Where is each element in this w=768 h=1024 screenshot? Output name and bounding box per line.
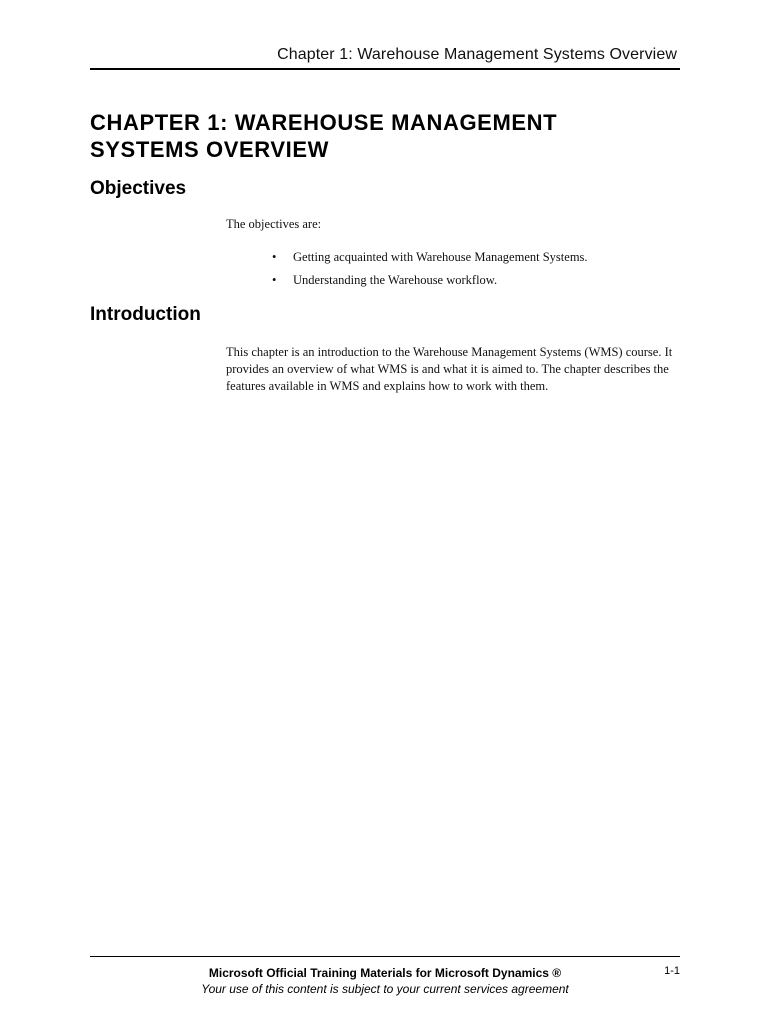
list-item (272, 249, 692, 266)
objectives-list (272, 249, 692, 295)
objective-text: Getting acquainted with Warehouse Management Systems. (293, 250, 588, 264)
list-item (272, 272, 692, 289)
footer-rule (90, 956, 680, 957)
footer-title: Microsoft Official Training Materials for Microsoft Dynamics ® (208, 966, 562, 980)
objectives-intro: The objectives are: (226, 217, 322, 231)
header-rule (90, 68, 680, 70)
page-number: 1-1 (664, 965, 680, 977)
footer-note: Your use of this content is subject to your current services agreement (201, 982, 569, 996)
introduction-heading: Introduction (90, 304, 201, 325)
bullet-icon: • (272, 250, 277, 264)
objective-text: Understanding the Warehouse workflow. (293, 273, 498, 287)
introduction-paragraph: This chapter is an introduction to the Warehouse Management Systems (WMS) course. It provides an overview of what WMS is and what it is aimed to. The chapter describes the features available in WMS and explains how to work with them. (226, 345, 673, 393)
objectives-heading: Objectives (90, 178, 187, 199)
running-header: Chapter 1: Warehouse Management Systems Overview (277, 46, 677, 63)
chapter-title: CHAPTER 1: WAREHOUSE MANAGEMENT SYSTEMS OVERVIEW (90, 110, 558, 162)
bullet-icon: • (272, 273, 277, 287)
